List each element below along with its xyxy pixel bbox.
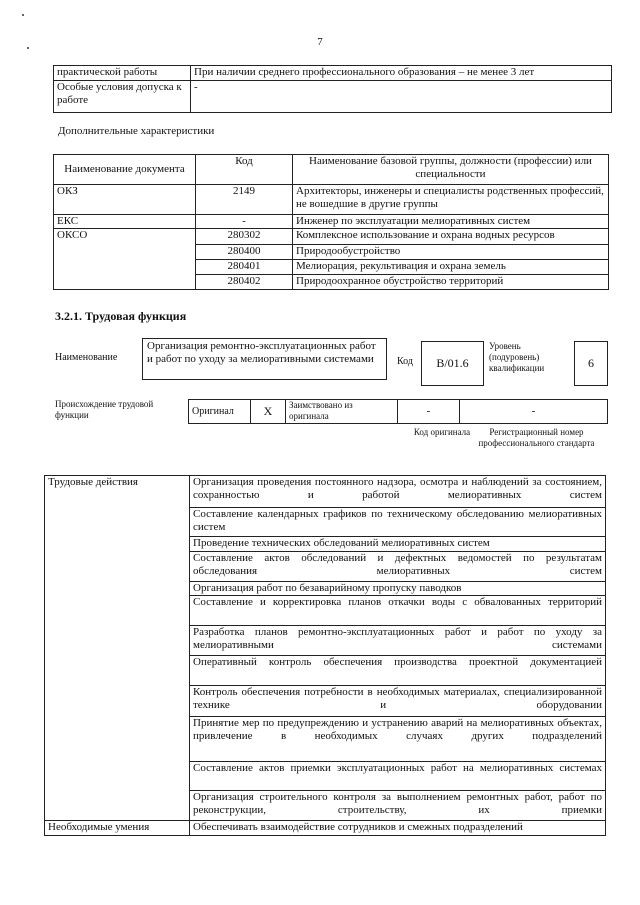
name-eks: Инженер по эксплуатации мелиоративных систем: [293, 215, 609, 229]
code-label: Код: [397, 356, 413, 367]
function-code-box: В/01.6: [421, 341, 484, 386]
name-okso-2: Природообустройство: [293, 245, 609, 260]
header-code: Код: [196, 155, 293, 185]
function-name-box: Организация ремонтно-эксплуатационных работ и работ по уходу за мелиоративными системами: [142, 338, 387, 380]
borrowed-label: Заимствовано из оригинала: [286, 400, 398, 424]
action-item: Организация проведения постоянного надзора, осмотра и наблюдений за состоянием, сохранностью и работой мелиоративных систем: [190, 476, 606, 508]
action-item: Принятие мер по предупреждению и устранению аварий на мелиоративных объектах, привлечение в необходимых случаях других подразделений: [190, 717, 606, 762]
name-okso-4: Природоохранное обустройство территорий: [293, 275, 609, 290]
scan-speck: [22, 14, 24, 16]
header-document: Наименование документа: [54, 155, 196, 185]
name-label: Наименование: [55, 352, 118, 363]
action-item: Организация работ по безаварийному пропуску паводков: [190, 582, 606, 596]
code-okso-4: 280402: [196, 275, 293, 290]
experience-table: [53, 65, 612, 113]
action-item: Составление актов обследований и дефектных ведомостей по результатам обследования мелиоративных систем: [190, 552, 606, 582]
code-eks: -: [196, 215, 293, 229]
action-item: Разработка планов ремонтно-эксплуатационных работ и работ по уходу за мелиоративными системами: [190, 626, 606, 656]
code-okso-2: 280400: [196, 245, 293, 260]
name-okso-1: Комплексное использование и охрана водных ресурсов: [293, 229, 609, 245]
action-item: Контроль обеспечения потребности в необходимых материалах, специализированной технике и оборудовании: [190, 686, 606, 717]
doc-okz: ОКЗ: [54, 185, 196, 215]
reg-number-value: -: [460, 400, 608, 424]
code-okz: 2149: [196, 185, 293, 215]
action-item: Составление календарных графиков по техническому обследованию мелиоративных систем: [190, 508, 606, 537]
skills-label: Необходимые умения: [45, 821, 190, 836]
page-number: 7: [317, 36, 323, 48]
labor-actions-table: [44, 475, 606, 836]
action-item: Оперативный контроль обеспечения производства проектной документацией: [190, 656, 606, 686]
doc-eks: ЕКС: [54, 215, 196, 229]
code-okso-1: 280302: [196, 229, 293, 245]
original-mark: X: [251, 400, 286, 424]
special-conditions-label: Особые условия допуска к работе: [54, 81, 191, 113]
action-item: Проведение технических обследований мелиоративных систем: [190, 537, 606, 552]
orig-code-caption: Код оригинала: [413, 427, 471, 437]
skill-item: Обеспечивать взаимодействие сотрудников и смежных подразделений: [190, 821, 606, 836]
original-label: Оригинал: [189, 400, 251, 424]
action-item: Организация строительного контроля за выполнением ремонтных работ, работ по реконструкции, строительству, их приемки: [190, 791, 606, 821]
level-label: Уровень (подуровень) квалификации: [489, 341, 545, 373]
code-okso-3: 280401: [196, 260, 293, 275]
additional-title: Дополнительные характеристики: [58, 125, 215, 137]
name-okz: Архитекторы, инженеры и специалисты родственных профессий, не вошедшие в другие группы: [293, 185, 609, 215]
section-heading: 3.2.1. Трудовая функция: [55, 309, 187, 323]
header-name: Наименование базовой группы, должности (профессии) или специальности: [293, 155, 609, 185]
experience-value: При наличии среднего профессионального образования – не менее 3 лет: [191, 66, 612, 81]
special-conditions-value: -: [191, 81, 612, 113]
reg-number-caption: Регистрационный номер профессионального стандарта: [478, 427, 595, 448]
action-item: Составление актов приемки эксплуатационных работ на мелиоративных системах: [190, 762, 606, 791]
additional-table: [53, 154, 609, 290]
origin-label: Происхождение трудовой функции: [55, 399, 154, 420]
action-item: Составление и корректировка планов откачки воды с обвалованных территорий: [190, 596, 606, 626]
level-value-box: 6: [574, 341, 608, 386]
orig-code-value: -: [398, 400, 460, 424]
name-okso-3: Мелиорация, рекультивация и охрана земель: [293, 260, 609, 275]
actions-label: Трудовые действия: [45, 476, 190, 821]
origin-table: [188, 399, 608, 424]
experience-label: практической работы: [54, 66, 191, 81]
doc-okso: ОКСО: [54, 229, 196, 290]
